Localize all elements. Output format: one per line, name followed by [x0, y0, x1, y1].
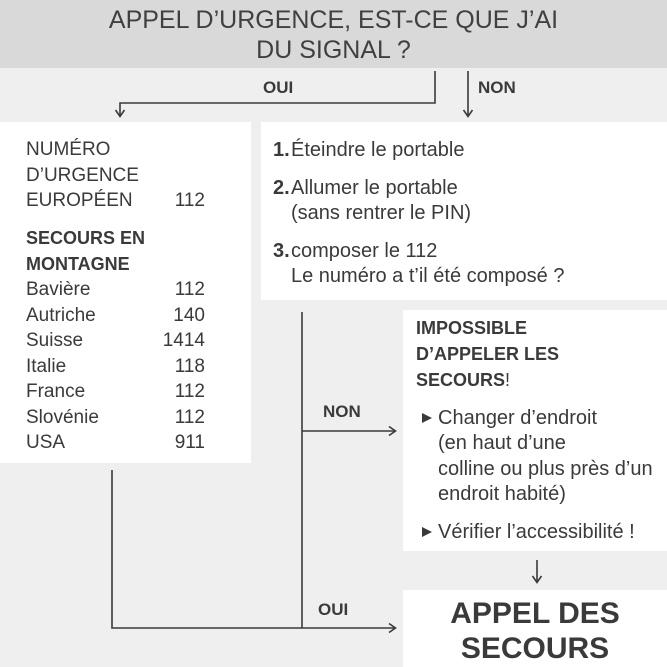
step-number: 1. [273, 138, 290, 161]
no-signal-steps-panel [261, 122, 667, 300]
signal-yes-label: OUI [263, 78, 294, 97]
rescue-number: 118 [174, 355, 205, 377]
european-number-row [26, 188, 205, 214]
european-label-line [26, 137, 205, 163]
step-2 [273, 176, 667, 226]
call-failed-heading-line: D’APPELER LES [416, 344, 560, 364]
rescue-number-row [26, 277, 205, 303]
european-label-line [26, 163, 205, 189]
dialed-no-label: NON [323, 402, 361, 421]
step-text-line: Éteindre le portable [291, 138, 465, 161]
step-text [291, 176, 471, 226]
rescue-number-row [26, 405, 205, 431]
country-name: Bavière [26, 279, 91, 300]
european-label-text: NUMÉRO [26, 139, 111, 160]
call-failed-heading-line [416, 367, 667, 393]
dialed-yes-label: OUI [318, 600, 349, 619]
european-number-value: 112 [174, 190, 205, 211]
mountain-rescue-heading-line: MONTAGNE [26, 253, 130, 274]
triangle-right-icon [422, 413, 432, 423]
action-check-accessibility [416, 520, 667, 545]
action-text-line: (en haut d’une [438, 432, 566, 455]
country-name: Autriche [26, 304, 96, 326]
outcome-line: APPEL DES [450, 596, 620, 630]
step-number: 2. [273, 176, 290, 199]
mountain-rescue-heading-line: SECOURS EN [26, 228, 146, 248]
rescue-number: 112 [174, 381, 205, 402]
rescue-number: 112 [174, 279, 205, 300]
step-text-line: Le numéro a t’il été composé ? [291, 264, 565, 287]
mountain-rescue-heading [26, 226, 251, 277]
rescue-number-row [26, 328, 205, 354]
step-3 [273, 239, 667, 289]
outcome-line: SECOURS [460, 631, 610, 665]
european-label-text: EUROPÉEN [26, 190, 133, 211]
action-text-line: endroit habité) [438, 482, 566, 505]
rescue-number-row [26, 379, 205, 405]
step-text [291, 239, 565, 289]
action-text-line: Changer d’endroit [438, 407, 597, 429]
call-failed-heading-word: SECOURS [416, 370, 506, 390]
country-name: Suisse [26, 330, 84, 351]
step-text-line: (sans rentrer le PIN) [291, 201, 472, 224]
rescue-number-row [26, 354, 205, 380]
rescue-number-row [26, 430, 205, 456]
action-text-line: Vérifier l’accessibilité ! [438, 521, 635, 544]
step-text [291, 138, 464, 163]
rescue-number: 112 [174, 406, 205, 428]
question-line-1: APPEL D’URGENCE, EST-CE QUE J’AI [108, 6, 559, 34]
rescue-number: 1414 [162, 330, 205, 351]
call-failed-heading [416, 315, 667, 393]
country-name: France [26, 381, 86, 402]
call-failed-heading-punctuation: ! [505, 370, 511, 390]
rescue-number: 140 [173, 304, 205, 326]
country-name: Italie [26, 355, 67, 377]
rescue-number: 911 [174, 432, 205, 453]
action-text-line: colline ou plus près d’un [438, 457, 653, 480]
triangle-right-icon [422, 527, 432, 537]
emergency-numbers-panel [0, 122, 251, 463]
question-line-2: DU SIGNAL ? [256, 36, 411, 64]
call-failed-heading-line: IMPOSSIBLE [416, 318, 528, 338]
call-failed-panel [403, 310, 667, 551]
step-text-line: composer le 112 [291, 239, 438, 262]
country-name: Slovénie [26, 406, 99, 428]
country-name: USA [26, 432, 66, 453]
rescue-number-row [26, 303, 205, 329]
signal-no-label: NON [478, 78, 516, 97]
step-1 [273, 138, 667, 163]
call-rescue-outcome [403, 590, 667, 667]
step-number: 3. [273, 239, 290, 262]
action-change-location [416, 406, 667, 507]
step-text-line: Allumer le portable [291, 176, 458, 199]
european-label-text: D’URGENCE [26, 164, 139, 186]
numbers-to-rescue-connector [112, 470, 395, 628]
